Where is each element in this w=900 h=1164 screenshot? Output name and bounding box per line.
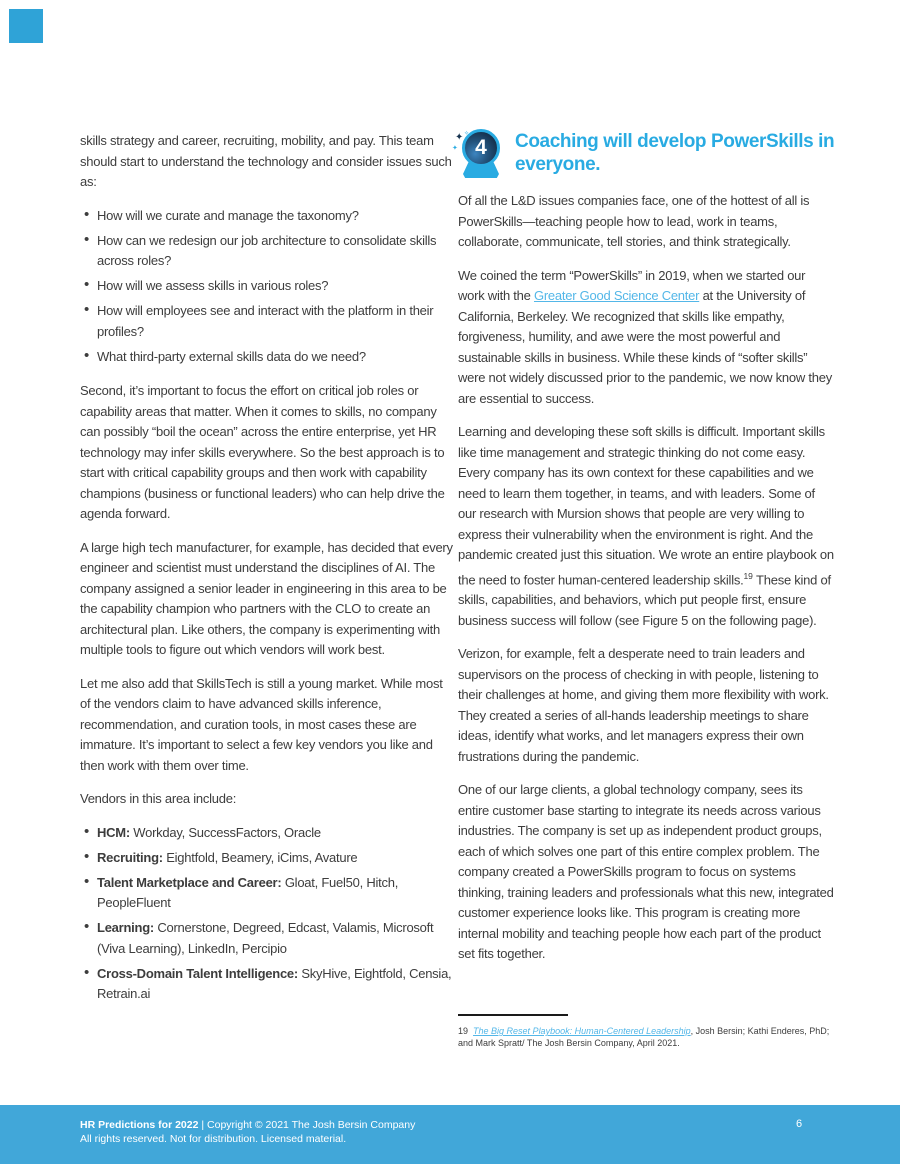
list-item [80,964,454,1005]
questions-list [80,206,454,368]
paragraph-powerskills: Of all the L&D issues companies face, one of the hottest of all is PowerSkills—teaching people how to lead, work in teams, collaborate, communicate, tell stories, and think strategically. [458,193,810,249]
list-item: • What third-party external skills data do we need? [80,347,454,368]
footnote-number: 19 [458,1026,469,1036]
left-column [80,131,454,1019]
vendor-category: Recruiting: [97,849,163,865]
vendor-category: Learning: [97,920,154,935]
paragraph-coined: We coined the term “PowerSkills” in 2019, when we started our work with the Greater Good Science Center at the University of California, Berkeley. We recognized that skills like empathy, forgiveness, humility, and awe were the most powerful and sustainable skills in business. While these kinds of “softer skills” were not widely discussed prior to the pandemic, we now know they are essential to success. [458,267,832,406]
vendors-list [80,823,454,1005]
section-heading-row [452,127,835,179]
list-item [80,873,454,914]
footer-report-title: HR Predictions for 2022 [80,1119,199,1131]
vendor-names: Gloat, Fuel50, Hitch, PeopleFluent [97,874,399,910]
greater-good-link[interactable]: Greater Good Science Center [533,288,700,303]
section-title: Coaching will develop PowerSkills in everyone. [515,131,835,175]
right-column [452,127,835,965]
vendor-names: SkyHive, Eightfold, Censia, Retrain.ai [97,965,452,1001]
page-number: 6 [796,1118,803,1130]
list-item [80,918,454,959]
footer-rights: All rights reserved. Not for distribution. Licensed material. [80,1133,347,1145]
vendor-names: Workday, SuccessFactors, Oracle [129,824,321,840]
sparkle-icon: ✦ [452,145,458,152]
paragraph-skillstech: Let me also add that SkillsTech is still a young market. While most of the vendors claim to have advanced skills inference, recommendation, and curation tools, in most cases these are immature. It’s important to select a few key vendors you like and then work with them over time. [80,675,443,773]
page-footer [0,1105,900,1164]
list-item [80,848,454,869]
section-number: 4 [475,135,487,159]
footer-text [80,1118,415,1146]
footnote [458,1014,834,1049]
paragraph-second: Second, it’s important to focus the effort on critical job roles or capability areas that matter. When it comes to skills, no company can possibly “boil the ocean” across the entire enterprise, yet HR technology may infer skills everywhere. So the best approach is to start with critical capability groups and then work with capability champions (business or functional leaders) who can help drive the agenda forward. [80,383,445,521]
sparkle-icon: ✧ [464,131,469,137]
list-item: • How will we curate and manage the taxonomy? [80,206,454,227]
footer-copyright: | Copyright © 2021 The Josh Bersin Company [198,1119,416,1131]
paragraph-verizon: Verizon, for example, felt a desperate need to train leaders and supervisors on the process of checking in with people, listening to their challenges at home, and giving them more flexibility with work. They created a series of all-hands leadership meetings to share ideas, identify what works, and let managers express their own frustrations during the pandemic. [458,646,829,764]
crystal-ball-icon [452,127,506,179]
vendor-category: Cross-Domain Talent Intelligence: [97,965,298,981]
paragraph-intro: skills strategy and career, recruiting, mobility, and pay. This team should start to understand the technology and consider issues such as: [80,133,452,189]
vendor-names: Eightfold, Beamery, iCims, Avature [162,849,358,865]
paragraph-client: One of our large clients, a global technology company, sees its entire customer base starting to integrate its needs across various industries. The company is set up as independent product groups, each of which solves one part of this entire complex problem. The company created a PowerSkills program to focus on systems thinking, training leaders and professionals what this new, integrated customer experience looks like. This program is creating more internal mobility and teaching people how each part of the product set fits together. [458,782,834,962]
footnote-link[interactable]: The Big Reset Playbook: Human-Centered Leadership [473,1026,691,1036]
footnote-text: , Josh Bersin; Kathi Enderes, PhD; and Mark Spratt/ The Josh Bersin Company, April 2021. [458,1026,830,1048]
vendors-intro: Vendors in this area include: [80,791,237,806]
paragraph-hightech: A large high tech manufacturer, for example, has decided that every engineer and scientist must understand the disciplines of AI. The company assigned a senior leader in engineering in this area to be the capability champion who partners with the CLO to create an architectural plan. Like others, the company is experimenting with multiple tools to figure out which vendors will work best. [80,539,453,657]
blue-square-logo-icon [9,9,43,43]
vendor-category: Talent Marketplace and Career: [97,874,282,890]
footnote-divider [458,1014,568,1016]
footnote-reference: 19 [743,570,753,581]
paragraph-learning: Learning and developing these soft skills is difficult. Important skills like time management and strategic thinking do not come easy. Every company has its own context for these capabilities and we need to learn them together, in teams, and with leaders. Some of our research with Mursion shows that people are very willing to express their vulnerability when the environment is right. And the pandemic created just this situation. We wrote an entire playbook on the need to foster human-centered leadership skills.$^{19}$ These kind of skills, capabilities, and behaviors, which put people first, ensure business success will follow (see Figure 5 on the following page). [458,424,834,628]
list-item: • How will we assess skills in various roles? [80,276,454,297]
sparkle-icon: ✦ [455,132,464,143]
list-item [80,823,454,844]
vendor-category: HCM: [97,824,130,840]
list-item: • How will employees see and interact with the platform in their profiles? [80,301,454,342]
vendor-names: Cornerstone, Degreed, Edcast, Valamis, Microsoft (Viva Learning), LinkedIn, Percipio [97,920,434,956]
list-item: • How can we redesign our job architecture to consolidate skills across roles? [80,231,454,272]
